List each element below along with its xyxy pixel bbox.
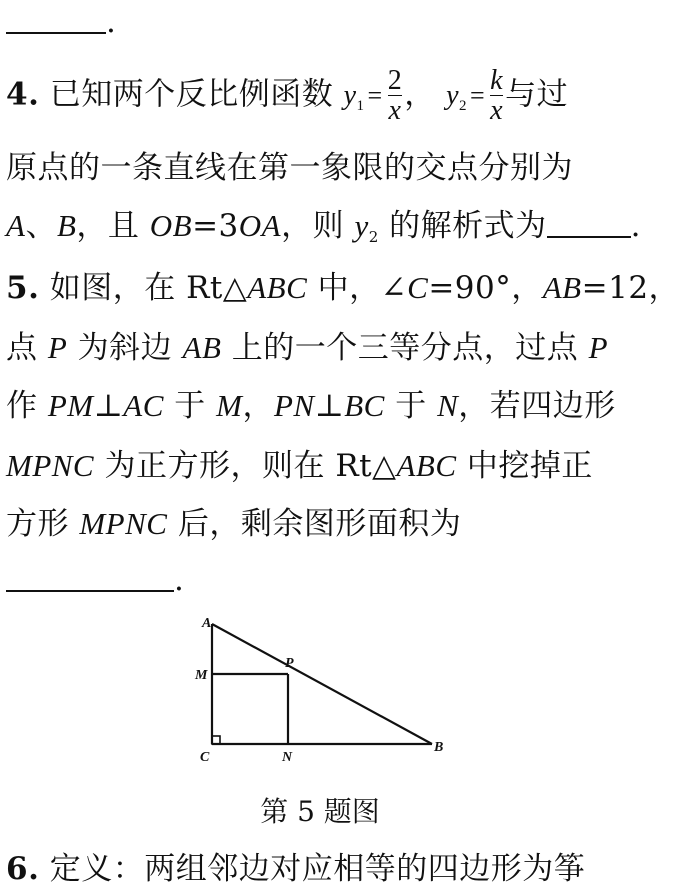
triangle-figure	[190, 612, 450, 772]
top-answer-line: .	[6, 2, 116, 40]
label-p: P	[285, 656, 294, 671]
answer-blank	[6, 2, 106, 34]
q4-line-3: A、B，且 OB=3OA，则 $y_2$ 的解析式为 .	[6, 208, 641, 246]
q5-line-1: 5. 如图，在 Rt△ABC 中，∠C=90°，AB=12，	[6, 270, 680, 306]
label-c: C	[200, 750, 210, 765]
q4-fraction-2: $\frac{k}{x}$	[490, 65, 504, 127]
q4-line-1: 4. 已知两个反比例函数 $y_1$ = $\frac{2}{x}$ ， $y_2$ = $\frac{k}{x}$ 与过	[6, 65, 569, 127]
q4-y1: $y_1$	[343, 80, 365, 115]
answer-blank	[6, 560, 174, 592]
label-n: N	[282, 750, 293, 765]
answer-blank	[547, 206, 631, 238]
q5-line-3: 作 PM⊥AC 于 M，PN⊥BC 于 N，若四边形	[6, 388, 616, 424]
q5-line-4: MPNC 为正方形，则在 Rt△ABC 中挖掉正	[6, 448, 593, 484]
q5-answer-line: .	[6, 560, 184, 598]
q5-line-2: 点 P 为斜边 AB 上的一个三等分点，过点 P	[6, 330, 609, 366]
label-m: M	[195, 668, 208, 683]
right-angle-mark	[212, 736, 220, 744]
q6-line-1: 6. 定义：两组邻边对应相等的四边形为筝	[6, 851, 586, 887]
q4-text-a: 已知两个反比例函数	[49, 76, 334, 113]
q4-fraction-1: $\frac{2}{x}$	[387, 65, 403, 127]
q5-number: 5.	[6, 270, 40, 306]
q4-line-2: 原点的一条直线在第一象限的交点分别为	[6, 150, 573, 186]
label-a: A	[202, 616, 212, 631]
q6-number: 6.	[6, 851, 40, 887]
figure-caption: 第 5 题图	[260, 795, 380, 828]
q4-number: 4.	[6, 76, 40, 113]
q5-line-5: 方形 MPNC 后，剩余图形面积为	[6, 506, 462, 542]
q4-y2: $y_2$	[446, 80, 467, 115]
hypotenuse-ab	[212, 624, 432, 744]
label-b: B	[434, 740, 444, 755]
